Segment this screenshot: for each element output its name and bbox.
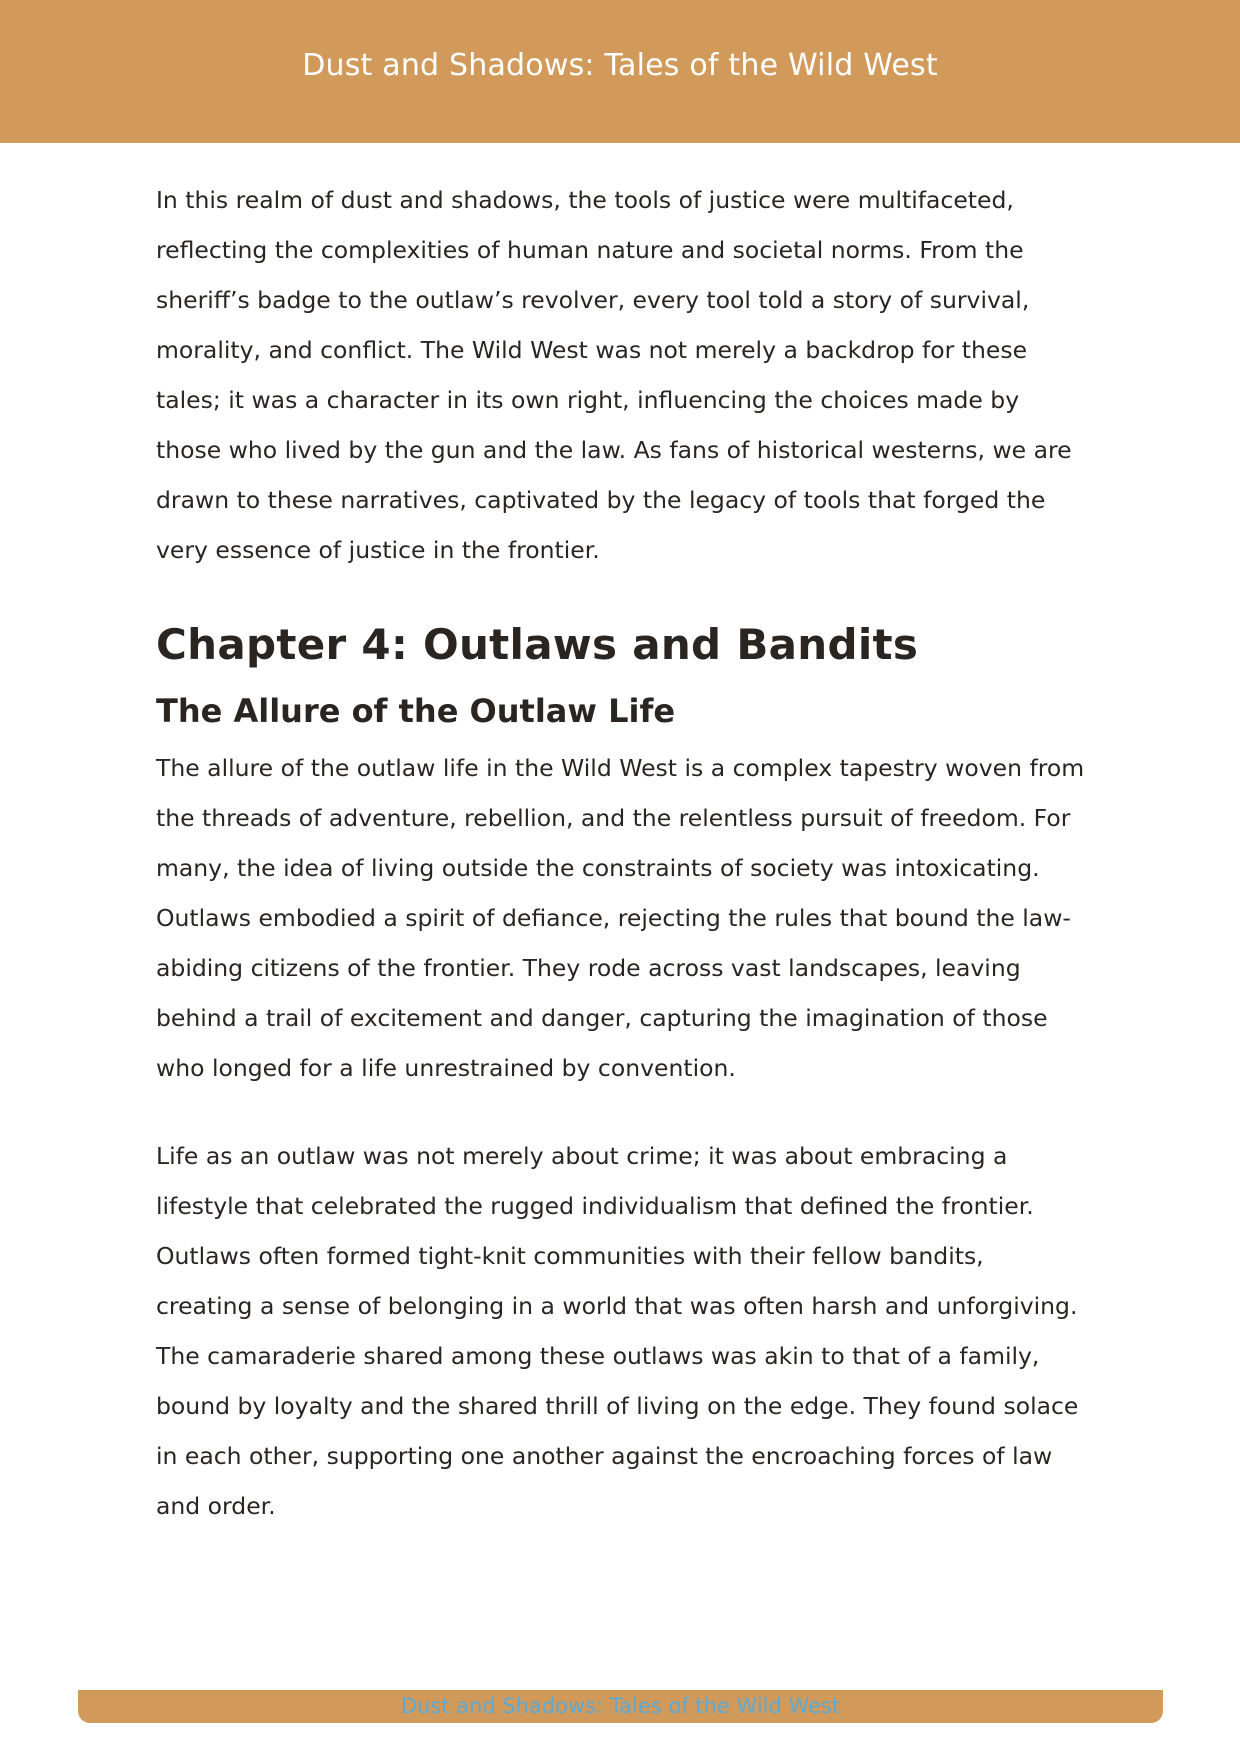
chapter-title: Chapter 4: Outlaws and Bandits — [156, 620, 919, 669]
page-content — [156, 175, 1086, 1531]
intro-paragraph: In this realm of dust and shadows, the tools of justice were multifaceted, reflecting the complexities of human nature and societal norms. From the sheriff’s badge to the outlaw’s revolver, every tool told a story of survival, morality, and conflict. The Wild West was not merely a backdrop for these tales; it was a character in its own right, influencing the choices made by those who lived by the gun and the law. As fans of historical westerns, we are drawn to these narratives, captivated by the legacy of tools that forged the very essence of justice in the frontier. — [156, 186, 1072, 564]
section-title: The Allure of the Outlaw Life — [156, 692, 676, 730]
header-title: Dust and Shadows: Tales of the Wild West — [302, 47, 938, 83]
page-header — [0, 0, 1240, 143]
page-footer — [78, 1690, 1163, 1723]
paragraph-spacer — [156, 1093, 1086, 1131]
body-paragraph: The allure of the outlaw life in the Wild West is a complex tapestry woven from the threads of adventure, rebellion, and the relentless pursuit of freedom. For many, the idea of living outside the constraints of society was intoxicating. Outlaws embodied a spirit of defiance, rejecting the rules that bound the law-abiding citizens of the frontier. They rode across vast landscapes, leaving behind a trail of excitement and danger, capturing the imagination of those who longed for a life unrestrained by convention. — [156, 754, 1085, 1082]
footer-title: Dust and Shadows: Tales of the Wild West — [400, 1694, 841, 1718]
body-paragraph: Life as an outlaw was not merely about crime; it was about embracing a lifestyle that celebrated the rugged individualism that defined the frontier. Outlaws often formed tight-knit communities with their fellow bandits, creating a sense of belonging in a world that was often harsh and unforgiving. The camaraderie shared among these outlaws was akin to that of a family, bound by loyalty and the shared thrill of living on the edge. They found solace in each other, supporting one another against the encroaching forces of law and order. — [156, 1142, 1079, 1520]
